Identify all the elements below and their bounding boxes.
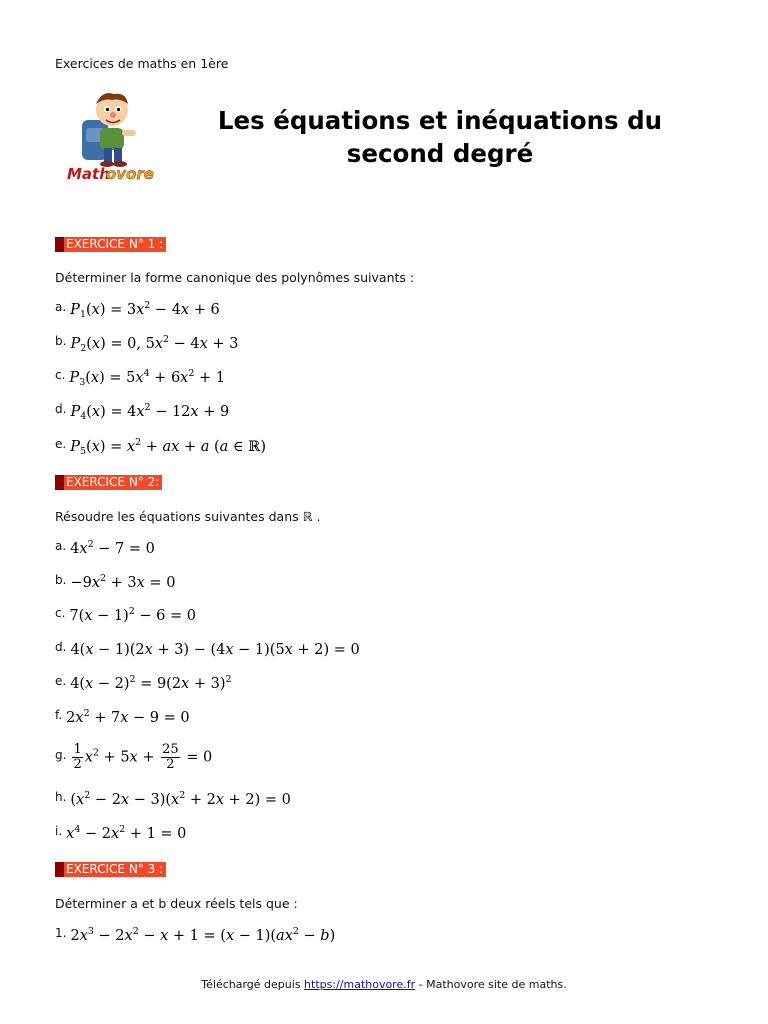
header-subject: Exercices de maths en 1ère — [55, 56, 229, 71]
mathovore-link[interactable]: https://mathovore.fr — [304, 978, 416, 991]
exercise-2-item-d — [55, 642, 360, 658]
item-label: h. — [55, 790, 67, 804]
exercise-1-title: EXERCICE N° 1 : — [64, 237, 166, 252]
svg-text:Math: Math — [67, 165, 110, 183]
math-expression: $4x^2 - 7 = 0$ — [70, 539, 155, 557]
exercise-1-item-b — [55, 336, 238, 352]
item-label: e. — [55, 674, 67, 688]
svg-text:ovore: ovore — [106, 165, 154, 183]
math-expression: $2x^2 + 7x - 9 = 0$ — [66, 708, 190, 726]
exercise-1-badge — [55, 237, 166, 252]
exercise-2-item-e — [55, 676, 232, 692]
math-expression: $P_2(x) = 0$, $5x^2 - 4x + 3$ — [70, 334, 239, 354]
item-label: f. — [55, 708, 63, 722]
badge-accent — [55, 862, 64, 877]
exercise-3-item-1 — [55, 928, 335, 944]
exercise-3-title: EXERCICE N° 3 : — [64, 862, 166, 877]
item-label: g. — [55, 747, 67, 762]
item-label: 1. — [55, 926, 67, 940]
math-expression: $x^4 - 2x^2 + 1 = 0$ — [66, 824, 187, 842]
item-label: d. — [55, 640, 67, 654]
item-label: a. — [55, 300, 67, 314]
badge-accent — [55, 237, 64, 252]
exercise-2-instruction: Résoudre les équations suivantes dans ℝ . — [55, 509, 321, 524]
exercise-2-item-g — [55, 743, 212, 772]
math-expression: $4(x - 2)^2 = 9(2x + 3)^2$ — [70, 674, 232, 692]
exercise-1-item-e — [55, 439, 266, 455]
item-label: i. — [55, 824, 63, 838]
math-expression: $7(x - 1)^2 - 6 = 0$ — [69, 606, 196, 624]
footer — [0, 978, 768, 991]
exercise-2-item-i — [55, 826, 186, 842]
exercise-2-item-b — [55, 575, 175, 591]
item-label: b. — [55, 334, 67, 348]
mathovore-logo — [62, 88, 162, 184]
math-expression: $P_4(x) = 4x^2 - 12x + 9$ — [70, 402, 230, 422]
item-label: c. — [55, 368, 66, 382]
exercise-1-instruction: Déterminer la forme canonique des polynômes suivants : — [55, 270, 415, 285]
item-label: c. — [55, 606, 66, 620]
math-expression: $\frac{1}{2}$ $x^2 + 5x$ + $\frac{25}{2}$ = 0 — [73, 742, 213, 772]
exercise-2-item-a — [55, 541, 155, 557]
footer-prefix: Téléchargé depuis — [201, 978, 305, 991]
math-expression: $(x^2 - 2x - 3)(x^2 + 2x + 2) = 0$ — [70, 790, 291, 808]
math-expression: $P_1(x) = 3x^2 - 4x + 6$ — [70, 300, 220, 320]
exercise-2-title: EXERCICE N° 2: — [64, 475, 162, 490]
exercise-2-item-f — [55, 710, 190, 726]
math-expression: $-9x^2 + 3x = 0$ — [70, 573, 176, 591]
exercise-2-item-h — [55, 792, 291, 808]
math-expression: $P_5(x) = x^2$ + ax + a (a ∈ ℝ) — [70, 437, 266, 457]
item-label: d. — [55, 402, 67, 416]
exercise-3-instruction: Déterminer a et b deux réels tels que : — [55, 896, 298, 911]
page-title: Les équations et inéquations du second degré — [217, 106, 663, 168]
exercise-1-item-d — [55, 404, 229, 420]
badge-accent — [55, 475, 64, 490]
item-label: a. — [55, 539, 67, 553]
exercise-2-badge — [55, 475, 162, 490]
exercise-3-badge — [55, 862, 166, 877]
footer-suffix: - Mathovore site de maths. — [415, 978, 567, 991]
math-expression: $2x^3 - 2x^2 - x + 1 = (x - 1)(ax^2 - b)$ — [70, 926, 336, 944]
exercise-1-item-a — [55, 302, 220, 318]
item-label: b. — [55, 573, 67, 587]
exercise-2-item-c — [55, 608, 196, 624]
math-expression: 4(x − 1)(2x + 3) − (4x − 1)(5x + 2) = 0 — [70, 642, 360, 658]
exercise-1-item-c — [55, 370, 225, 386]
math-expression: $P_3(x) = 5x^4 + 6x^2 + 1$ — [69, 368, 225, 388]
item-label: e. — [55, 437, 67, 451]
